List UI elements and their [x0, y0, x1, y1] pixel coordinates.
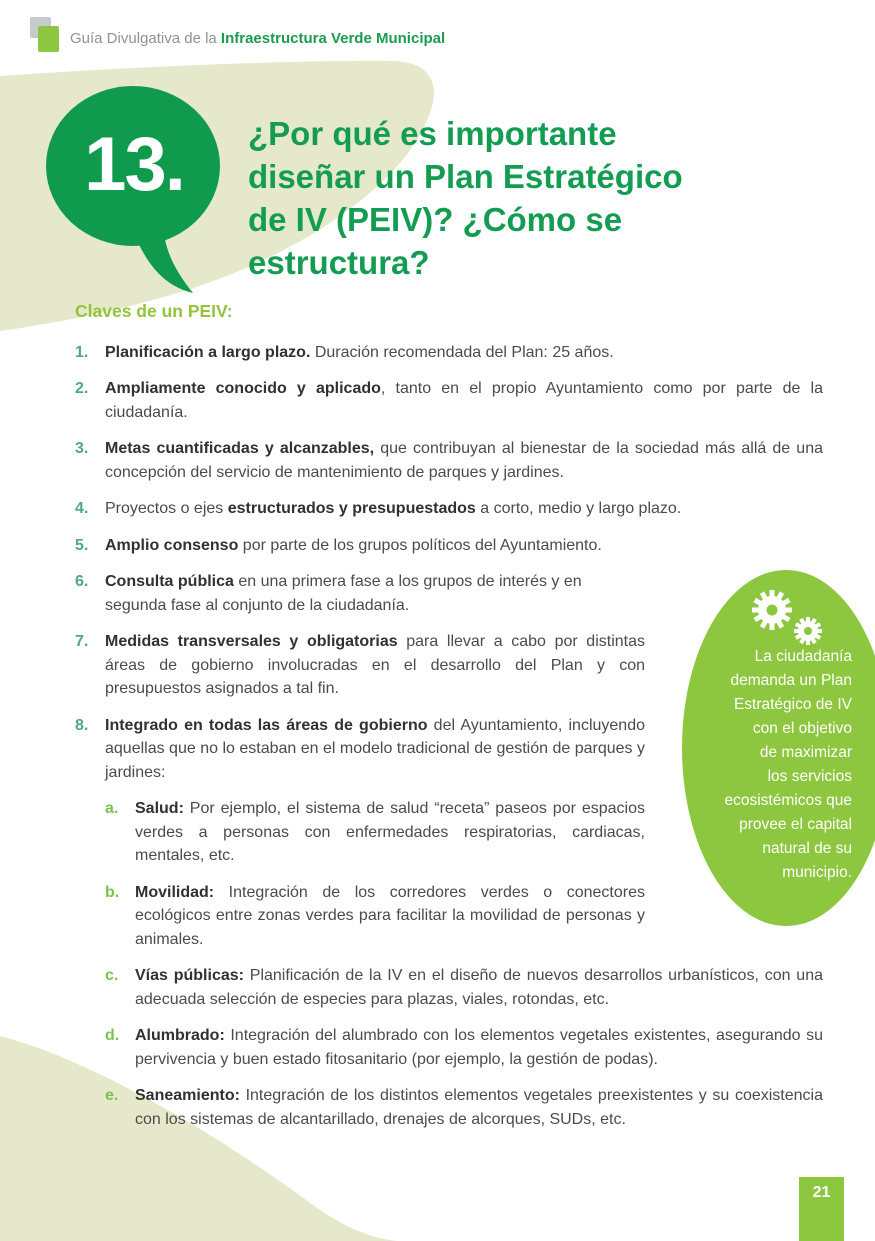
list-item	[75, 497, 823, 521]
callout-line: los servicios	[767, 768, 852, 785]
gear-icon	[794, 617, 822, 645]
chapter-title-line: de IV (PEIV)? ¿Cómo se	[248, 201, 623, 238]
sub-list-item	[105, 881, 823, 952]
list-item	[75, 341, 823, 365]
callout-text	[642, 645, 852, 885]
list-item-number: 2.	[75, 380, 89, 397]
list-item	[75, 534, 823, 558]
callout-line: con el objetivo	[752, 720, 852, 737]
logo-green-square	[38, 26, 59, 52]
sub-list-item	[105, 964, 823, 1011]
section-heading: Claves de un PEIV:	[75, 301, 233, 321]
gear-icon	[752, 590, 792, 630]
callout-line: ecosistémicos que	[724, 792, 852, 809]
list-item-text: Ampliamente conocido y aplicado, tanto en el propio Ayuntamiento como por parte de la ciudadanía.	[105, 380, 824, 421]
sub-list-item-letter: a.	[105, 800, 119, 817]
list-item	[75, 377, 823, 424]
callout-line: provee el capital	[739, 816, 852, 833]
page-number-tab	[799, 1177, 844, 1241]
callout-line: de maximizar	[759, 744, 852, 761]
callout-gears	[746, 584, 830, 648]
sub-list-item-text: Saneamiento: Integración de los distintos elementos vegetales preexistentes y su coexistencia con los sistemas de alcantarillado, drenajes de alcorques, SUDs, etc.	[135, 1087, 823, 1128]
list-item-text: Proyectos o ejes estructurados y presupuestados a corto, medio y largo plazo.	[105, 500, 682, 517]
list-item-number: 1.	[75, 343, 89, 361]
chapter-title-line: estructura?	[248, 244, 430, 281]
sub-list-item-letter: c.	[105, 967, 119, 984]
list-item-number: 3.	[75, 440, 89, 457]
header-title-emphasis: Infraestructura Verde Municipal	[220, 30, 446, 47]
chapter-title-line: ¿Por qué es importante	[248, 115, 617, 152]
sub-list-item	[105, 1084, 823, 1131]
chapter-number: 13.	[84, 121, 184, 207]
sub-list-item-text: Vías públicas: Planificación de la IV en el diseño de nuevos desarrollos urbanísticos, con una adecuada selección de especies para plazas, viales, rotondas, etc.	[135, 967, 824, 1008]
sub-list-item	[105, 1024, 823, 1071]
sub-list-item-letter: d.	[105, 1027, 120, 1044]
header-bar	[0, 0, 875, 60]
list-item	[75, 437, 823, 484]
list-item-text: Amplio consenso por parte de los grupos políticos del Ayuntamiento.	[105, 536, 602, 554]
header-title-prefix: Guía Divulgativa de la	[70, 30, 221, 47]
list-item-number: 4.	[75, 500, 89, 517]
page-number: 21	[812, 1184, 831, 1201]
list-item-text: Consulta pública en una primera fase a los grupos de interés y en segunda fase al conjunto de la ciudadanía.	[105, 573, 582, 614]
list-item-number: 8.	[75, 716, 89, 734]
callout-line: demanda un Plan	[730, 672, 852, 689]
header-title	[70, 30, 445, 47]
list-item-text: Medidas transversales y obligatorias para llevar a cabo por distintas áreas de gobierno involucradas en el desarrollo del Plan y con presupuestos asignados a tal fin.	[105, 633, 646, 697]
sub-list-item-letter: b.	[105, 883, 120, 901]
sub-list-item-text: Alumbrado: Integración del alumbrado con los elementos vegetales existentes, asegurando su pervivencia y buen estado fitosanitario (por ejemplo, la gestión de podas).	[135, 1027, 823, 1068]
list-item	[75, 570, 823, 617]
sub-list-item-letter: e.	[105, 1087, 119, 1104]
list-item-number: 5.	[75, 536, 89, 554]
chapter-title-line: diseñar un Plan Estratégico	[248, 158, 683, 195]
callout-line: municipio.	[782, 864, 852, 881]
list-item-number: 6.	[75, 573, 89, 590]
list-item-text: Planificación a largo plazo. Duración recomendada del Plan: 25 años.	[105, 343, 614, 361]
callout-line: La ciudadanía	[754, 648, 852, 665]
chapter-title	[248, 112, 683, 284]
sub-list-item-text: Salud: Por ejemplo, el sistema de salud “receta” paseos por espacios verdes a personas con enfermedades respiratorias, cardiacas, mentales, etc.	[135, 800, 645, 864]
list-item-number: 7.	[75, 633, 89, 650]
sub-list-item-text: Movilidad: Integración de los corredores verdes o conectores ecológicos entre zonas verdes para facilitar la movilidad de personas y animales.	[135, 883, 645, 948]
list-item-text: Metas cuantificadas y alcanzables, que contribuyan al bienestar de la sociedad más allá de una concepción del servicio de mantenimiento de parques y jardines.	[105, 440, 823, 481]
callout-line: natural de su	[762, 840, 852, 857]
callout-line: Estratégico de IV	[733, 696, 852, 713]
list-item-text: Integrado en todas las áreas de gobierno del Ayuntamiento, incluyendo aquellas que no lo estaban en el modelo tradicional de gestión de parques y jardines:	[105, 716, 646, 781]
